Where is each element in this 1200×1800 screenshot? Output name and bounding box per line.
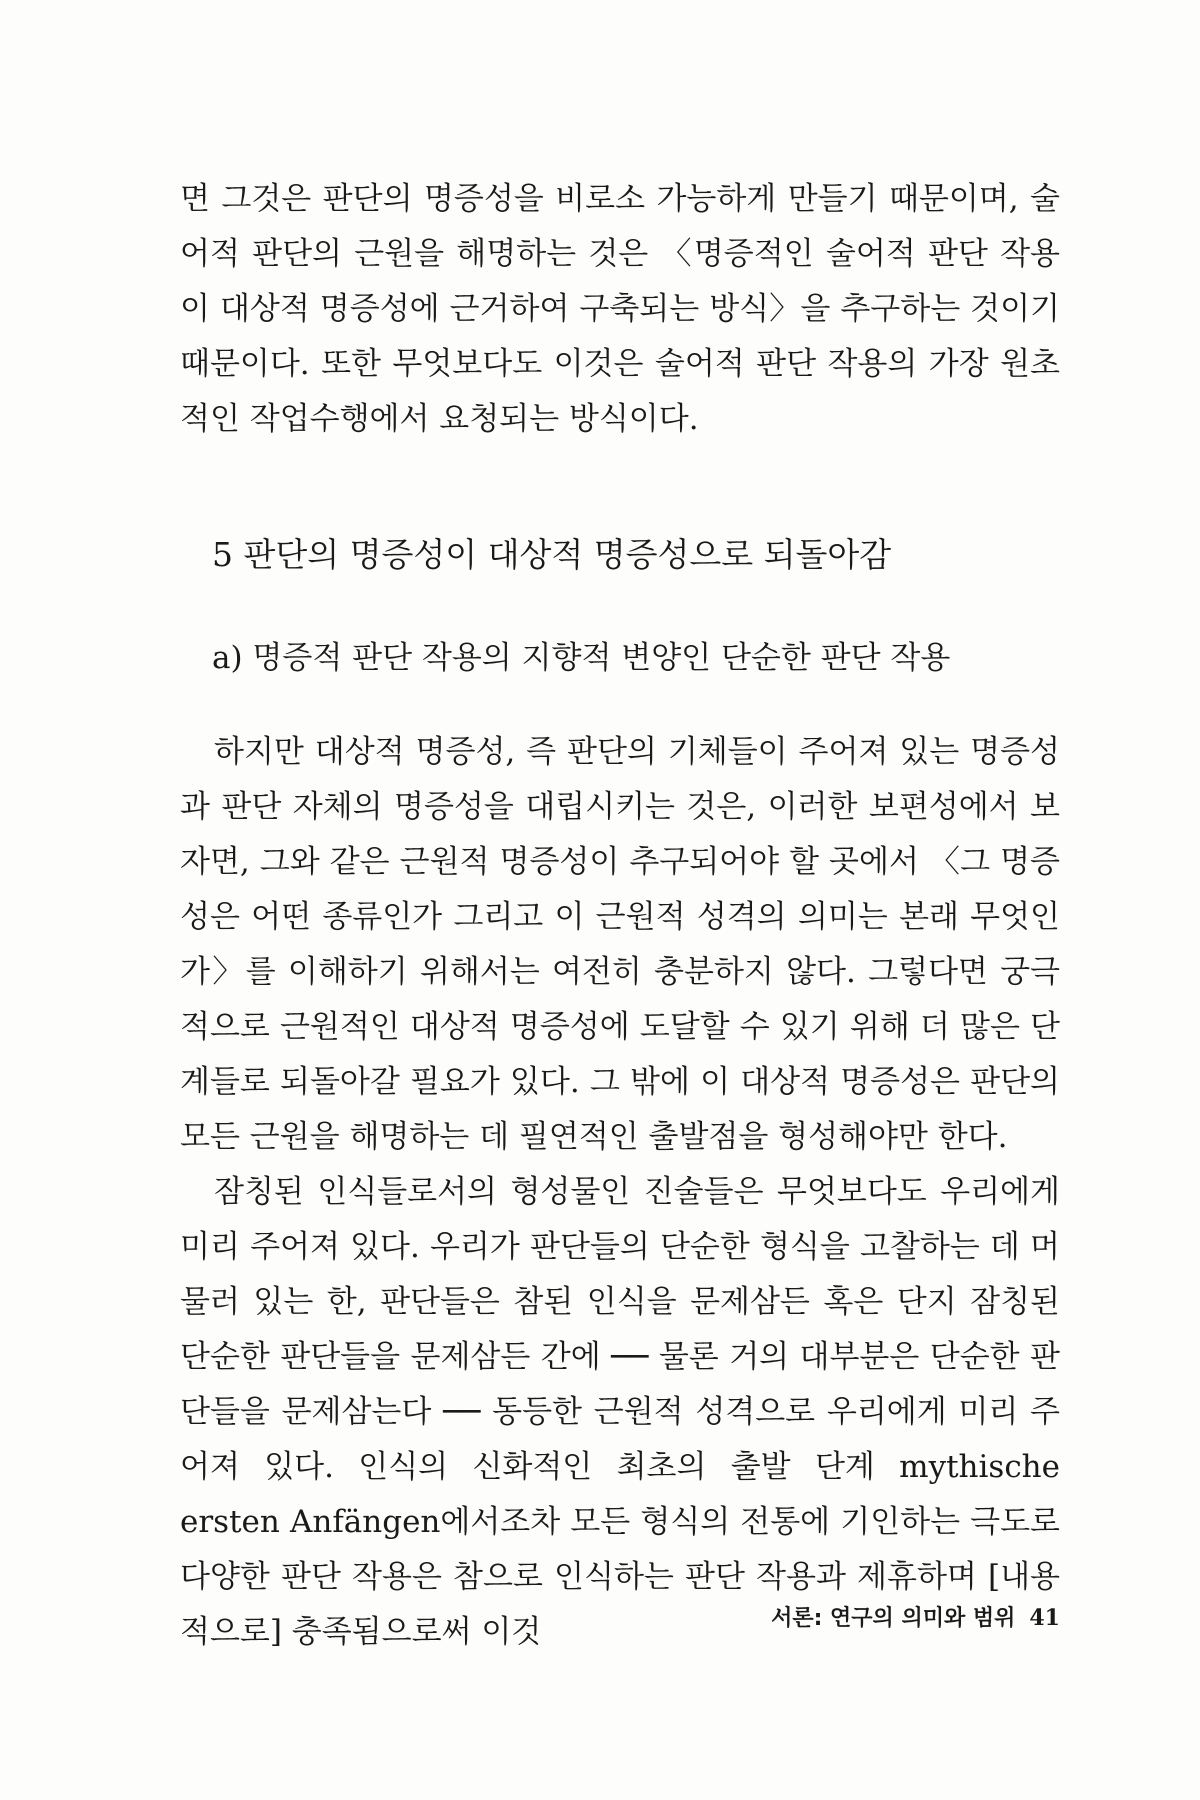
body-paragraph-2: 잠칭된 인식들로서의 형성물인 진술들은 무엇보다도 우리에게 미리 주어져 있다. 우리가 판단들의 단순한 형식을 고찰하는 데 머물러 있는 한, 판단들은 참된 인식을 문제삼든 혹은 단지 잠칭된 단순한 판단들을 문제삼든 간에 ── 물론 거의 대부분은 단순한 판단들을 문제삼는다 ── 동등한 근원적 성격으로 우리에게 미리 주어져 있다. 인식의 신화적인 최초의 출발 단계 mythische ersten Anfängen에서조차 모든 형식의 전통에 기인하는 극도로 다양한 판단 작용은 참으로 인식하는 판단 작용과 제휴하며 [내용적으로] 충족됨으로써 이것 — [180, 1174, 1060, 1650]
running-title: 서론: 연구의 의미와 범위 — [771, 1606, 1016, 1631]
intro-paragraph-block — [180, 172, 1060, 447]
body-paragraph-1: 하지만 대상적 명증성, 즉 판단의 기체들이 주어져 있는 명증성과 판단 자체의 명증성을 대립시키는 것은, 이러한 보편성에서 보자면, 그와 같은 근원적 명증성이 추구되어야 할 곳에서 〈그 명증성은 어떤 종류인가 그리고 이 근원적 성격의 의미는 본래 무엇인가〉를 이해하기 위해서는 여전히 충분하지 않다. 그렇다면 궁극적으로 근원적인 대상적 명증성에 도달할 수 있기 위해 더 많은 단계들로 되돌아갈 필요가 있다. 그 밖에 이 대상적 명증성은 판단의 모든 근원을 해명하는 데 필연적인 출발점을 형성해야만 한다. — [180, 734, 1060, 1155]
intro-paragraph: 면 그것은 판단의 명증성을 비로소 가능하게 만들기 때문이며, 술어적 판단의 근원을 해명하는 것은 〈명증적인 술어적 판단 작용이 대상적 명증성에 근거하여 구축되는 방식〉을 추구하는 것이기 때문이다. 또한 무엇보다도 이것은 술어적 판단 작용의 가장 원초적인 작업수행에서 요청되는 방식이다. — [180, 181, 1060, 437]
subsection-heading: a) 명증적 판단 작용의 지향적 변양인 단순한 판단 작용 — [212, 640, 951, 676]
body-text-block — [180, 725, 1060, 1660]
running-footer — [700, 1600, 1060, 1637]
page-number: 41 — [1029, 1605, 1060, 1631]
section-heading: 5 판단의 명증성이 대상적 명증성으로 되돌아감 — [212, 535, 892, 574]
